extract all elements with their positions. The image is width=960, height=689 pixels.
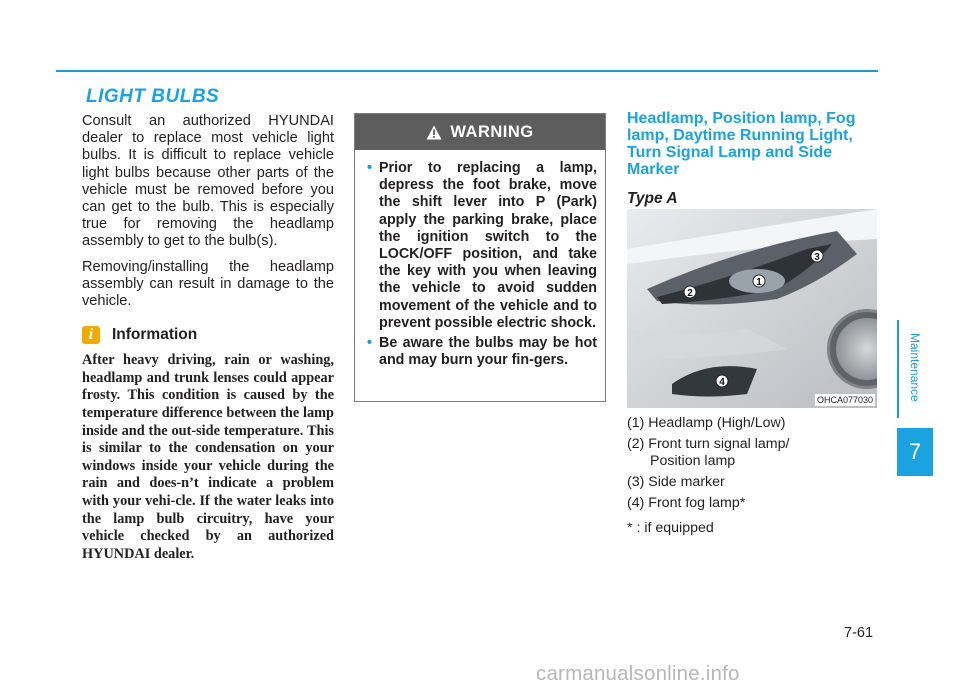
legend-item: (3) Side marker: [627, 474, 725, 490]
warning-item-text: Be aware the bulbs may be hot and may burn your fin-gers.: [379, 335, 597, 369]
chapter-label: [897, 322, 933, 412]
bullet: •: [367, 160, 373, 176]
warning-item-text: Prior to replacing a lamp, depress the foot brake, move the shift lever into P (Park) apply the parking brake, place the ignition switch to the LOCK/OFF position, and take the key with you when leaving the vehicle to avoid sudden movement of the vehicle and to prevent possible electric shock.: [379, 160, 597, 331]
footnote: * : if equipped: [627, 520, 714, 536]
info-icon: i: [82, 326, 100, 344]
callout-1-label: 1: [756, 277, 762, 288]
left-column: [82, 113, 334, 563]
type-label: Type A: [627, 190, 678, 207]
section-title: LIGHT BULBS: [86, 86, 220, 107]
intro-paragraph: Consult an authorized HYUNDAI dealer to replace most vehicle light bulbs. It is difficult to replace vehicle light bulbs because other parts of the vehicle must be removed before you can get to the bulb. This is especially true for removing the headlamp assembly to get to the bulb(s).: [82, 113, 334, 250]
legend-item: Position lamp: [650, 453, 736, 469]
lamp-subtitle: Headlamp, Position lamp, Fog lamp, Daytime Running Light, Turn Signal Lamp and Side Marker: [627, 110, 856, 178]
warning-header: [355, 114, 605, 150]
warning-item: [369, 335, 597, 369]
callout-4-label: 4: [719, 377, 725, 388]
warning-item: [369, 160, 597, 332]
warning-title: WARNING: [450, 122, 534, 141]
warning-triangle-icon: [426, 125, 442, 140]
information-header: [82, 326, 334, 344]
headlamp-photo: [627, 209, 877, 408]
legend: [627, 415, 879, 516]
top-rule: [56, 70, 878, 72]
legend-item: (1) Headlamp (High/Low): [627, 415, 786, 431]
chapter-label-text: Maintenance: [908, 332, 922, 402]
callout-3-label: 3: [814, 252, 820, 263]
callout-2-label: 2: [687, 288, 693, 299]
photo-code: OHCA077030: [816, 395, 873, 405]
page-number: 7-61: [844, 625, 874, 641]
information-title: Information: [112, 326, 198, 344]
bullet: •: [367, 335, 373, 352]
damage-paragraph: Removing/installing the headlamp assembly can result in damage to the vehicle.: [82, 258, 334, 310]
right-column: [627, 110, 879, 208]
warning-box: [354, 113, 606, 402]
car-front-illustration: [627, 209, 877, 408]
warning-list: [355, 150, 605, 369]
information-body: After heavy driving, rain or washing, headlamp and trunk lenses could appear frosty. This condition is caused by the temperature difference between the lamp inside and the out-side temperature. This is similar to the condensation on your windows inside your vehicle during the rain and does-n’t indicate a problem with your vehi-cle. If the water leaks into the lamp bulb circuitry, have your vehicle checked by an authorized HYUNDAI dealer.: [82, 352, 334, 562]
legend-item: (4) Front fog lamp*: [627, 495, 746, 511]
legend-item: (2) Front turn signal lamp/: [627, 436, 790, 452]
chapter-number: 7: [897, 428, 933, 476]
watermark: carmanualsonline.info: [536, 662, 740, 685]
